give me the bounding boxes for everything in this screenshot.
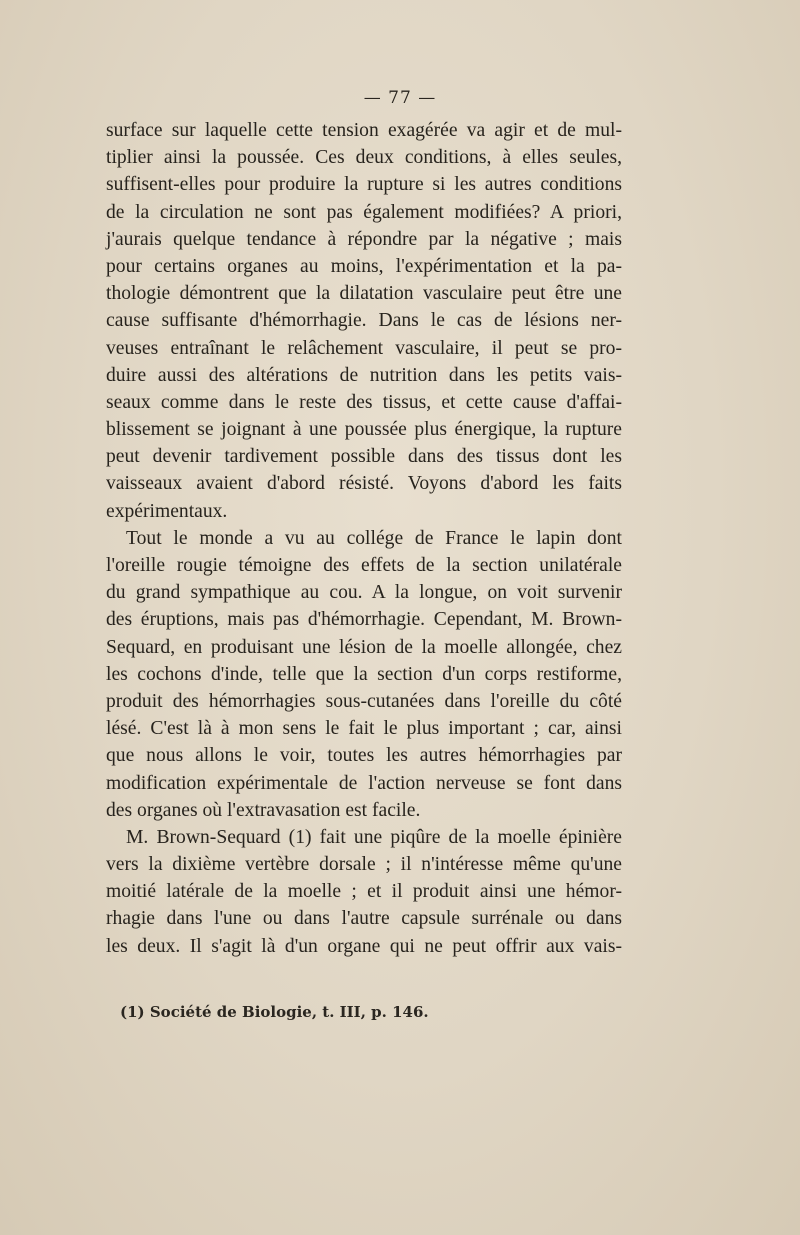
text-line: duire aussi des altérations de nutrition dans les petits vais- — [106, 364, 622, 386]
text-line: modification expérimentale de l'action nerveuse se font dans — [106, 772, 622, 794]
text-line: j'aurais quelque tendance à répondre par la négative ; mais — [106, 228, 622, 250]
text-line: l'oreille rougie témoigne des effets de la section unilatérale — [106, 555, 622, 576]
text-line: des éruptions, mais pas d'hémorrhagie. Cependant, M. Brown- — [106, 609, 622, 631]
body-text — [106, 117, 622, 960]
text-line: de la circulation ne sont pas également modifiées? A priori, — [106, 201, 622, 223]
text-line: vaisseaux avaient d'abord résisté. Voyons d'abord les faits — [106, 473, 622, 495]
text-line: tiplier ainsi la poussée. Ces deux conditions, à elles seules, — [106, 147, 622, 169]
text-line: pour certains organes au moins, l'expérimentation et la pa- — [106, 255, 622, 277]
text-line: suffisent-elles pour produire la rupture si les autres conditions — [106, 174, 622, 196]
text-line: que nous allons le voir, toutes les autres hémorrhagies par — [106, 745, 622, 767]
text-line: peut devenir tardivement possible dans des tissus dont les — [106, 446, 622, 468]
text-line: cause suffisante d'hémorrhagie. Dans le cas de lésions ner- — [106, 310, 622, 332]
text-line: thologie démontrent que la dilatation vasculaire peut être une — [106, 283, 622, 305]
text-line: les cochons d'inde, telle que la section d'un corps restiforme, — [106, 663, 622, 685]
text-line: lésé. C'est là à mon sens le fait le plus important ; car, ainsi — [106, 718, 622, 740]
text-line: blissement se joignant à une poussée plus énergique, la rupture — [106, 419, 622, 441]
text-line: Sequard, en produisant une lésion de la moelle allongée, chez — [106, 636, 622, 658]
text-line: expérimentaux. — [106, 500, 228, 522]
text-line: moitié latérale de la moelle ; et il produit ainsi une hémor- — [106, 881, 622, 903]
text-line: du grand sympathique au cou. A la longue, on voit survenir — [106, 582, 622, 604]
text-line: M. Brown-Sequard (1) fait une piqûre de la moelle épinière — [126, 826, 622, 848]
page-number: — 77 — — [363, 88, 437, 108]
text-line: rhagie dans l'une ou dans l'autre capsule surrénale ou dans — [106, 908, 622, 930]
text-line: vers la dixième vertèbre dorsale ; il n'intéresse même qu'une — [106, 854, 622, 876]
text-line: surface sur laquelle cette tension exagérée va agir et de mul- — [106, 120, 622, 141]
text-line: les deux. Il s'agit là d'un organe qui ne peut offrir aux vais- — [106, 935, 622, 957]
text-line: des organes où l'extravasation est facile. — [106, 799, 421, 821]
footnote: (1) Société de Biologie, t. III, p. 146. — [120, 1003, 429, 1021]
text-line: produit des hémorrhagies sous-cutanées dans l'oreille du côté — [106, 690, 622, 712]
text-line: veuses entraînant le relâchement vasculaire, il peut se pro- — [106, 337, 622, 359]
text-line: Tout le monde a vu au collége de France le lapin dont — [126, 527, 622, 549]
text-line: seaux comme dans le reste des tissus, et cette cause d'affai- — [106, 391, 622, 413]
